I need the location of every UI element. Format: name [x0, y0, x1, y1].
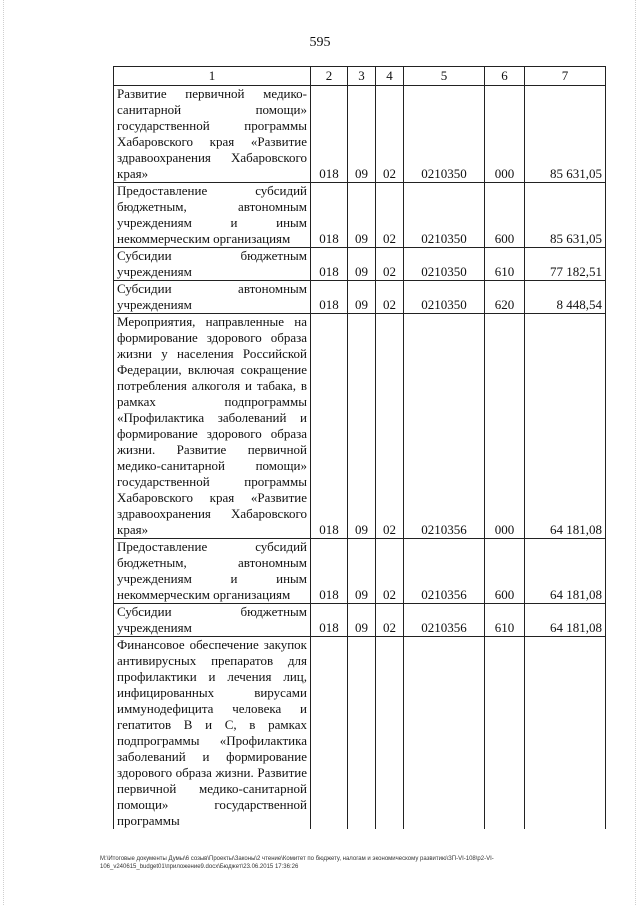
cell-expense-type: 600	[485, 183, 525, 248]
cell-target-article: 0210356	[404, 539, 485, 604]
cell-section: 09	[348, 86, 376, 183]
cell-section: 09	[348, 183, 376, 248]
cell-section: 09	[348, 248, 376, 281]
cell-target-article: 0210350	[404, 183, 485, 248]
cell-subsection: 02	[376, 183, 404, 248]
row-name: Предоставление субсидий бюджетным, автономным учреждениям и иным некоммерческим организациям	[114, 183, 311, 248]
cell-target-article: 0210356	[404, 314, 485, 539]
cell-target-article: 0210350	[404, 86, 485, 183]
cell-amount: 8 448,54	[525, 281, 606, 314]
cell-target-article: 0210350	[404, 248, 485, 281]
cell-ministry: 018	[311, 248, 348, 281]
table-row	[114, 183, 606, 248]
cell-section	[348, 637, 376, 830]
row-name: Финансовое обеспечение закупок антивирусных препаратов для профилактики и лечения лиц, инфицированных вирусами иммунодефицита человека и гепатитов В и С, в рамках подпрограммы «Профилактика заболеваний и формирование здорового образа жизни. Развитие первичной медико-санитарной помощи» государственной программы	[114, 637, 311, 830]
cell-subsection	[376, 637, 404, 830]
cell-expense-type: 620	[485, 281, 525, 314]
cell-expense-type: 000	[485, 86, 525, 183]
cell-subsection: 02	[376, 86, 404, 183]
cell-section: 09	[348, 281, 376, 314]
cell-amount: 64 181,08	[525, 539, 606, 604]
cell-ministry: 018	[311, 86, 348, 183]
column-header: 6	[485, 67, 525, 86]
row-name: Развитие первичной медико-санитарной помощи» государственной программы Хабаровского края «Развитие здравоохранения Хабаровского края»	[114, 86, 311, 183]
cell-subsection: 02	[376, 539, 404, 604]
document-path-footer: M:\Итоговые документы Думы\6 созыв\Проекты\Законы\2 чтение\Комитет по бюджету, налогам и экономическому развитию\ЗП-VI-108\p2-VI-106_v240615_budget01\приложение9.docx\Бюджет\23.06.2015 17:36:26	[100, 856, 494, 870]
column-header: 4	[376, 67, 404, 86]
cell-amount: 64 181,08	[525, 604, 606, 637]
row-name: Предоставление субсидий бюджетным, автономным учреждениям и иным некоммерческим организациям	[114, 539, 311, 604]
cell-target-article: 0210356	[404, 604, 485, 637]
row-name: Субсидии автономным учреждениям	[114, 281, 311, 314]
cell-subsection: 02	[376, 281, 404, 314]
cell-amount: 64 181,08	[525, 314, 606, 539]
cell-amount: 85 631,05	[525, 86, 606, 183]
column-header: 7	[525, 67, 606, 86]
column-header: 3	[348, 67, 376, 86]
row-name: Субсидии бюджетным учреждениям	[114, 248, 311, 281]
table-header-row	[114, 67, 606, 86]
cell-expense-type: 000	[485, 314, 525, 539]
cell-ministry: 018	[311, 281, 348, 314]
column-header: 1	[114, 67, 311, 86]
cell-ministry: 018	[311, 183, 348, 248]
cell-ministry: 018	[311, 604, 348, 637]
row-name: Субсидии бюджетным учреждениям	[114, 604, 311, 637]
cell-expense-type: 610	[485, 248, 525, 281]
cell-expense-type: 610	[485, 604, 525, 637]
column-header: 5	[404, 67, 485, 86]
column-header: 2	[311, 67, 348, 86]
table-row	[114, 281, 606, 314]
table-row	[114, 637, 606, 830]
table-row	[114, 314, 606, 539]
cell-ministry	[311, 637, 348, 830]
cell-target-article: 0210350	[404, 281, 485, 314]
page-number: 595	[309, 35, 331, 50]
scan-edge-left	[3, 0, 5, 905]
table-row	[114, 539, 606, 604]
cell-amount: 77 182,51	[525, 248, 606, 281]
cell-section: 09	[348, 539, 376, 604]
scan-edge-right	[635, 0, 637, 905]
cell-subsection: 02	[376, 314, 404, 539]
cell-section: 09	[348, 314, 376, 539]
budget-table	[113, 66, 606, 829]
cell-ministry: 018	[311, 314, 348, 539]
cell-section: 09	[348, 604, 376, 637]
table-row	[114, 604, 606, 637]
table-row	[114, 248, 606, 281]
cell-expense-type	[485, 637, 525, 830]
cell-ministry: 018	[311, 539, 348, 604]
cell-subsection: 02	[376, 604, 404, 637]
cell-amount	[525, 637, 606, 830]
cell-expense-type: 600	[485, 539, 525, 604]
cell-amount: 85 631,05	[525, 183, 606, 248]
row-name: Мероприятия, направленные на формирование здорового образа жизни у населения Российской Федерации, включая сокращение потребления алкоголя и табака, в рамках подпрограммы «Профилактика заболеваний и формирование здорового образа жизни. Развитие первичной медико-санитарной помощи» государственной программы Хабаровского края «Развитие здравоохранения Хабаровского края»	[114, 314, 311, 539]
cell-subsection: 02	[376, 248, 404, 281]
table-row	[114, 86, 606, 183]
cell-target-article	[404, 637, 485, 830]
